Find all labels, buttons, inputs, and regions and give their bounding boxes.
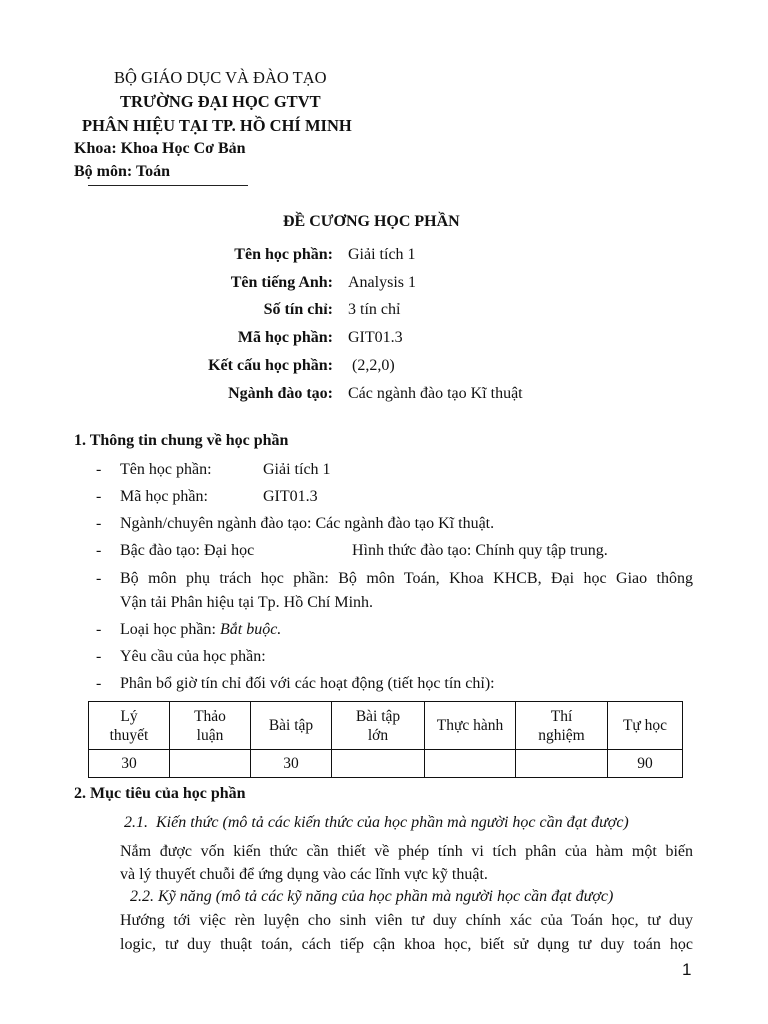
ministry-name: BỘ GIÁO DỤC VÀ ĐÀO TẠO (114, 68, 327, 87)
credits-value: 3 tín chỉ (348, 301, 401, 318)
header-cell-project: Bài tập lớn (332, 702, 425, 750)
info-course-code-value: GIT01.3 (263, 488, 318, 505)
bullet-dash: - (96, 515, 102, 532)
info-mode: Hình thức đào tạo: Chính quy tập trung. (352, 542, 608, 559)
knowledge-line2: và lý thuyết chuỗi để ứng dụng vào các lĩnh vực kỹ thuật. (120, 866, 488, 883)
course-type-value: Bắt buộc. (219, 621, 282, 638)
info-department-line1: Bộ môn phụ trách học phần: Bộ môn Toán, Khoa KHCB, Đại học Giao thông (120, 570, 693, 587)
info-course-name-value: Giải tích 1 (263, 461, 331, 478)
header-cell-theory: Lý thuyết (89, 702, 170, 750)
table-cell (516, 750, 608, 778)
bullet-dash: - (96, 488, 102, 505)
course-code-value: GIT01.3 (348, 329, 403, 346)
course-name-label: Tên học phần: (234, 246, 333, 263)
table-cell (425, 750, 516, 778)
bullet-dash: - (96, 675, 102, 692)
header-underline (88, 185, 248, 186)
faculty-name: Khoa: Khoa Học Cơ Bản (74, 140, 246, 157)
department-name: Bộ môn: Toán (74, 163, 171, 180)
skills-heading: 2.2. Kỹ năng (mô tả các kỹ năng của học phần mà người học cần đạt được) (130, 888, 614, 905)
course-code-label: Mã học phần: (237, 329, 333, 346)
info-level: Bậc đào tạo: Đại học (120, 542, 255, 559)
header-cell-discussion: Thảo luận (170, 702, 251, 750)
bullet-dash: - (96, 542, 102, 559)
info-requirements: Yêu cầu của học phần: (120, 648, 266, 665)
structure-label: Kết cấu học phần: (208, 357, 333, 374)
header-cell-self-study: Tự học (608, 702, 683, 750)
credits-label: Số tín chỉ: (263, 301, 333, 318)
training-field-label: Ngành đào tạo: (228, 385, 333, 402)
bullet-dash: - (96, 570, 102, 587)
knowledge-line1: Nắm được vốn kiến thức cần thiết về phép tính vi tích phân của hàm một biến (120, 843, 693, 860)
table-cell (332, 750, 425, 778)
table-row (89, 750, 683, 778)
info-course-code-label: Mã học phần: (120, 488, 208, 505)
skills-line2: logic, tư duy thuật toán, cách tiếp cận khoa học, biết sử dụng tư duy toán học (120, 936, 693, 953)
university-name: TRƯỜNG ĐẠI HỌC GTVT (120, 92, 321, 111)
header-cell-practice: Thực hành (425, 702, 516, 750)
table-cell: 30 (251, 750, 332, 778)
info-major: Ngành/chuyên ngành đào tạo: Các ngành đào tạo Kĩ thuật. (120, 515, 495, 532)
info-department-line2: Vận tải Phân hiệu tại Tp. Hồ Chí Minh. (120, 594, 374, 611)
table-cell (170, 750, 251, 778)
table-cell: 90 (608, 750, 683, 778)
document-title: ĐỀ CƯƠNG HỌC PHẦN (283, 213, 460, 230)
knowledge-heading: 2.1. Kiến thức (mô tả các kiến thức của học phần mà người học cần đạt được) (124, 814, 629, 831)
header-cell-lab: Thí nghiệm (516, 702, 608, 750)
info-course-name-label: Tên học phần: (120, 461, 212, 478)
section2-heading: 2. Mục tiêu của học phần (74, 785, 246, 802)
bullet-dash: - (96, 461, 102, 478)
english-name-value: Analysis 1 (348, 274, 416, 291)
header-cell-exercises: Bài tập (251, 702, 332, 750)
course-type-label: Loại học phần: (120, 621, 220, 638)
skills-line1: Hướng tới việc rèn luyện cho sinh viên tư duy chính xác của Toán học, tư duy (120, 912, 693, 929)
table-cell: 30 (89, 750, 170, 778)
bullet-dash: - (96, 621, 102, 638)
credit-allocation-table (88, 701, 683, 778)
table-header-row (89, 702, 683, 750)
course-name-value: Giải tích 1 (348, 246, 416, 263)
structure-value: (2,2,0) (348, 357, 395, 374)
branch-name: PHÂN HIỆU TẠI TP. HỒ CHÍ MINH (82, 116, 352, 135)
training-field-value: Các ngành đào tạo Kĩ thuật (348, 385, 523, 402)
section1-heading: 1. Thông tin chung về học phần (74, 432, 289, 449)
info-allocation: Phân bổ giờ tín chỉ đối với các hoạt động (tiết học tín chỉ): (120, 675, 495, 692)
bullet-dash: - (96, 648, 102, 665)
info-course-type (120, 621, 281, 639)
page-number: 1 (682, 960, 692, 979)
english-name-label: Tên tiếng Anh: (230, 274, 333, 291)
